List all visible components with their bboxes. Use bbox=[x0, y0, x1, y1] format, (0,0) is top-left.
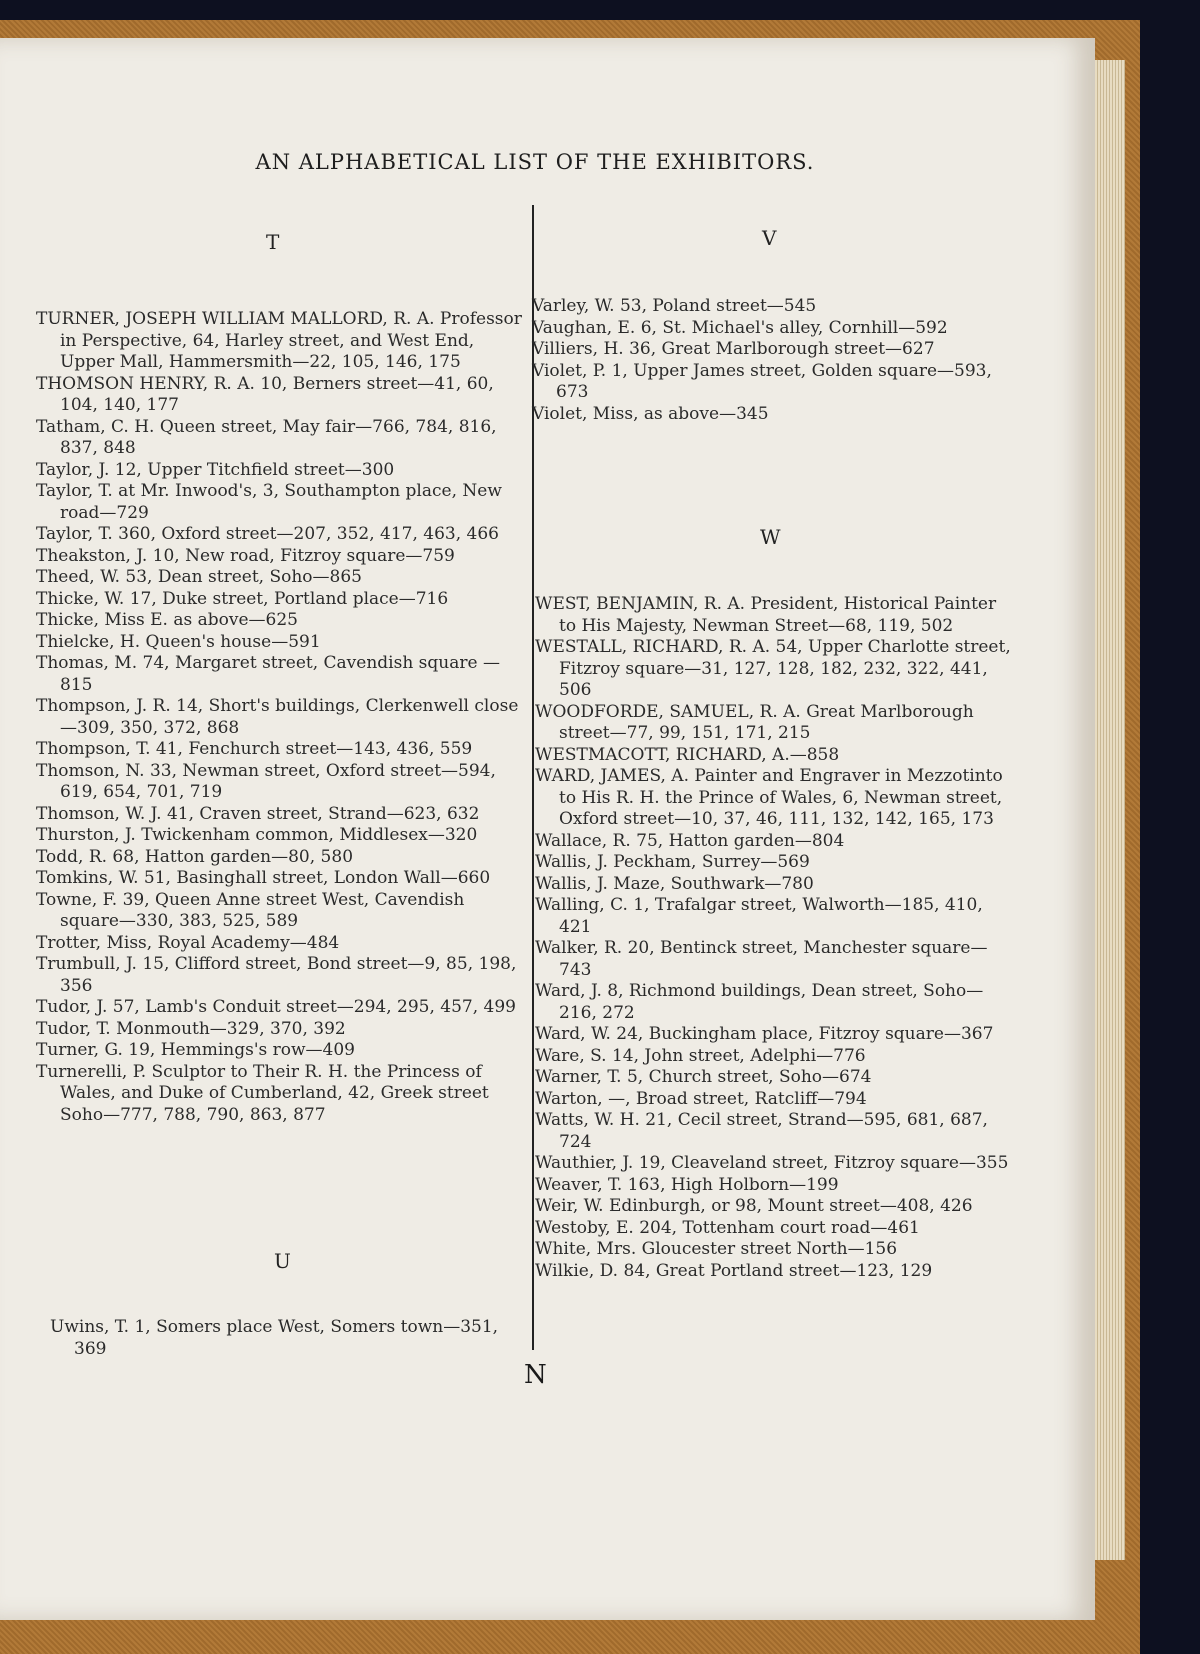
v-exhibitor-list bbox=[532, 296, 1017, 425]
exhibitor-entry: Wallace, R. 75, Hatton garden—804 bbox=[535, 830, 845, 851]
exhibitor-entry: Thompson, T. 41, Fenchurch street—143, 436, 559 bbox=[36, 739, 473, 759]
exhibitor-entry: TURNER, JOSEPH WILLIAM MALLORD, R. A. Professor in Perspective, 64, Harley street, and West End, Upper Mall, Hammersmith—22, 105, 146, 175 bbox=[36, 309, 522, 372]
exhibitor-entry: Tudor, J. 57, Lamb's Conduit street—294, 295, 457, 499 bbox=[36, 997, 516, 1017]
exhibitor-entry: Wallis, J. Maze, Southwark—780 bbox=[535, 873, 814, 894]
u-exhibitor-list bbox=[50, 1317, 530, 1360]
exhibitor-entry: Taylor, T. at Mr. Inwood's, 3, Southampton place, New road—729 bbox=[36, 481, 502, 523]
w-exhibitor-list bbox=[535, 594, 1017, 1282]
exhibitor-entry: Thicke, Miss E. as above—625 bbox=[36, 610, 298, 630]
exhibitor-entry: Trotter, Miss, Royal Academy—484 bbox=[36, 932, 340, 953]
exhibitor-entry: Thomson, W. J. 41, Craven street, Strand—623, 632 bbox=[36, 803, 480, 824]
exhibitor-entry: Thompson, J. R. 14, Short's buildings, Clerkenwell close—309, 350, 372, 868 bbox=[36, 696, 519, 738]
exhibitor-entry: Walling, C. 1, Trafalgar street, Walworth—185, 410, 421 bbox=[535, 895, 983, 937]
exhibitor-entry: White, Mrs. Gloucester street North—156 bbox=[535, 1239, 898, 1259]
exhibitor-entry: Weir, W. Edinburgh, or 98, Mount street—408, 426 bbox=[535, 1196, 973, 1216]
exhibitor-entry: Warton, —, Broad street, Ratcliff—794 bbox=[535, 1088, 867, 1109]
exhibitor-entry: Thomas, M. 74, Margaret street, Cavendish square —815 bbox=[36, 653, 500, 695]
exhibitor-entry: Tatham, C. H. Queen street, May fair—766, 784, 816, 837, 848 bbox=[36, 416, 497, 458]
exhibitor-entry: Ware, S. 14, John street, Adelphi—776 bbox=[535, 1045, 866, 1066]
section-letter-v: V bbox=[762, 226, 777, 250]
exhibitor-entry: Westoby, E. 204, Tottenham court road—461 bbox=[535, 1217, 920, 1238]
exhibitor-entry: WESTALL, RICHARD, R. A. 54, Upper Charlotte street, Fitzroy square—31, 127, 128, 182, 232, 322, 441, 506 bbox=[535, 637, 1011, 700]
exhibitor-entry: Ward, J. 8, Richmond buildings, Dean street, Soho—216, 272 bbox=[535, 981, 984, 1023]
exhibitor-entry: Wallis, J. Peckham, Surrey—569 bbox=[535, 852, 810, 872]
exhibitor-entry: THOMSON HENRY, R. A. 10, Berners street—41, 60, 104, 140, 177 bbox=[36, 373, 494, 415]
exhibitor-entry: Warner, T. 5, Church street, Soho—674 bbox=[535, 1067, 872, 1087]
exhibitor-entry: Towne, F. 39, Queen Anne street West, Cavendish square—330, 383, 525, 589 bbox=[36, 889, 465, 931]
exhibitor-entry: Wauthier, J. 19, Cleaveland street, Fitzroy square—355 bbox=[535, 1153, 1009, 1173]
exhibitor-entry: Villiers, H. 36, Great Marlborough street—627 bbox=[532, 339, 935, 359]
exhibitor-entry: WEST, BENJAMIN, R. A. President, Historical Painter to His Majesty, Newman Street—68, 119, 502 bbox=[535, 594, 997, 636]
exhibitor-entry: Theed, W. 53, Dean street, Soho—865 bbox=[36, 567, 362, 587]
section-letter-t: T bbox=[266, 230, 280, 254]
exhibitor-entry: Thielcke, H. Queen's house—591 bbox=[36, 631, 321, 652]
exhibitor-entry: Tomkins, W. 51, Basinghall street, London Wall—660 bbox=[36, 868, 491, 888]
exhibitor-entry: Turner, G. 19, Hemmings's row—409 bbox=[36, 1040, 355, 1060]
exhibitor-entry: WESTMACOTT, RICHARD, A.—858 bbox=[535, 744, 840, 765]
exhibitor-entry: Varley, W. 53, Poland street—545 bbox=[532, 296, 817, 316]
exhibitor-entry: Thomson, N. 33, Newman street, Oxford street—594, 619, 654, 701, 719 bbox=[36, 760, 496, 802]
exhibitor-entry: WOODFORDE, SAMUEL, R. A. Great Marlborough street—77, 99, 151, 171, 215 bbox=[535, 701, 974, 743]
exhibitor-entry: Vaughan, E. 6, St. Michael's alley, Cornhill—592 bbox=[532, 317, 948, 338]
section-letter-w: W bbox=[760, 525, 781, 549]
exhibitor-entry: Thurston, J. Twickenham common, Middlesex—320 bbox=[36, 825, 478, 845]
exhibitor-entry: Walker, R. 20, Bentinck street, Manchester square—743 bbox=[535, 938, 988, 980]
exhibitor-entry: Violet, P. 1, Upper James street, Golden square—593, 673 bbox=[532, 360, 992, 402]
page-heading: AN ALPHABETICAL LIST OF THE EXHIBITORS. bbox=[255, 150, 815, 174]
section-letter-u: U bbox=[274, 1249, 291, 1273]
exhibitor-entry: WARD, JAMES, A. Painter and Engraver in Mezzotinto to His R. H. the Prince of Wales, 6, Newman street, Oxford street—10, 37, 46, 111, 132, 142, 165, 173 bbox=[535, 766, 1003, 829]
exhibitor-entry: Todd, R. 68, Hatton garden—80, 580 bbox=[36, 846, 354, 867]
exhibitor-entry: Ward, W. 24, Buckingham place, Fitzroy square—367 bbox=[535, 1024, 994, 1044]
exhibitor-entry: Turnerelli, P. Sculptor to Their R. H. the Princess of Wales, and Duke of Cumberland, 42, Greek street Soho—777, 788, 790, 863, 877 bbox=[36, 1061, 489, 1125]
exhibitor-entry: Thicke, W. 17, Duke street, Portland place—716 bbox=[36, 588, 449, 609]
exhibitor-entry: Taylor, T. 360, Oxford street—207, 352, 417, 463, 466 bbox=[36, 524, 499, 544]
exhibitor-entry: Theakston, J. 10, New road, Fitzroy square—759 bbox=[36, 545, 455, 566]
exhibitor-entry: Tudor, T. Monmouth—329, 370, 392 bbox=[36, 1018, 346, 1039]
exhibitor-entry: Weaver, T. 163, High Holborn—199 bbox=[535, 1174, 839, 1195]
exhibitor-entry: Uwins, T. 1, Somers place West, Somers town—351, 369 bbox=[50, 1317, 499, 1359]
exhibitor-entry: Watts, W. H. 21, Cecil street, Strand—595, 681, 687, 724 bbox=[535, 1110, 988, 1152]
t-exhibitor-list bbox=[36, 309, 524, 1126]
exhibitor-entry: Trumbull, J. 15, Clifford street, Bond street—9, 85, 198, 356 bbox=[36, 954, 517, 996]
exhibitor-entry: Taylor, J. 12, Upper Titchfield street—300 bbox=[36, 459, 395, 480]
exhibitor-entry: Wilkie, D. 84, Great Portland street—123, 129 bbox=[535, 1260, 933, 1281]
exhibitor-entry: Violet, Miss, as above—345 bbox=[532, 403, 769, 424]
signature-mark: N bbox=[524, 1360, 547, 1390]
